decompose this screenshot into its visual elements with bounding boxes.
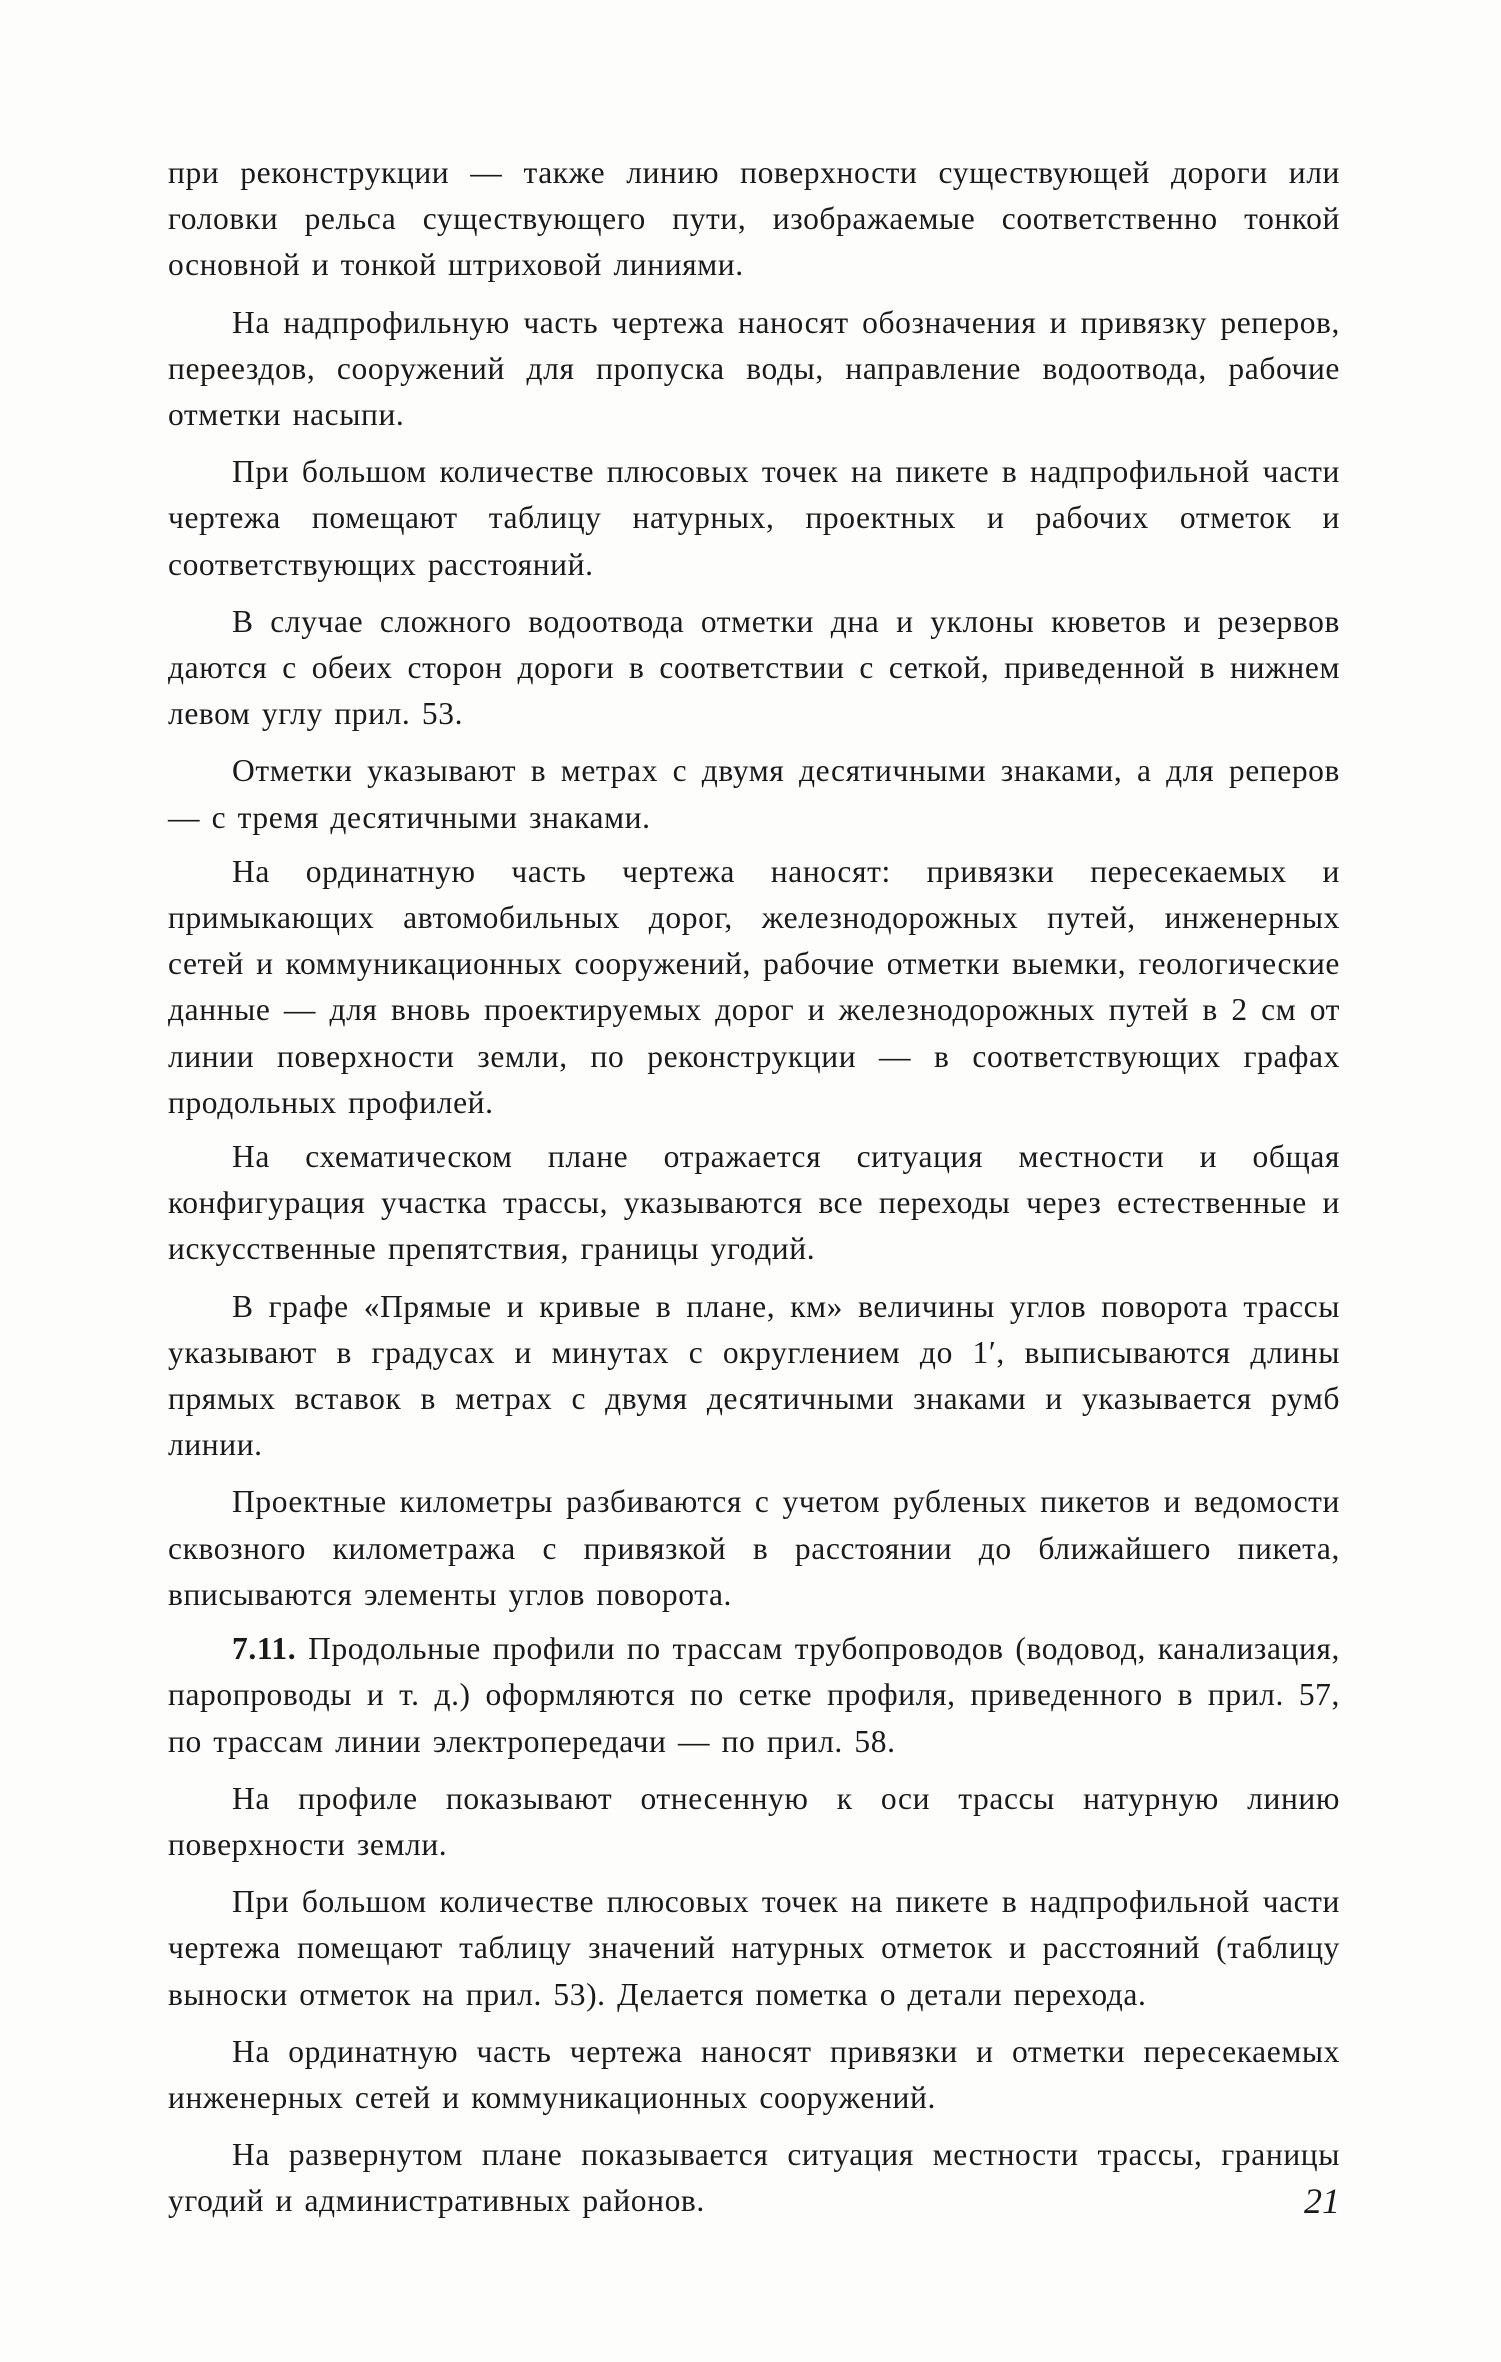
body-text: [168, 150, 1340, 2236]
paragraph-10-section-7-11: 7.11. Продольные профили по трассам трубопроводов (водовод, канализация, паропроводы и т. д.) оформляются по сетке профиля, приведенного в прил. 57, по трассам линии электропередачи — по прил. 58.: [168, 1631, 1340, 1759]
paragraph-13: На ординатную часть чертежа наносят привязки и отметки пересекаемых инженерных сетей и коммуникационных сооружений.: [168, 2033, 1340, 2115]
paragraph-14: На развернутом плане показывается ситуация местности трассы, границы угодий и административных районов.: [168, 2137, 1340, 2219]
paragraph-1: при реконструкции — также линию поверхности существующей дороги или головки рельса существующего пути, изображаемые соответственно тонкой основной и тонкой штриховой линиями.: [168, 155, 1340, 283]
paragraph-2: На надпрофильную часть чертежа наносят обозначения и привязку реперов, переездов, сооружений для пропуска воды, направление водоотвода, рабочие отметки насыпи.: [168, 304, 1340, 433]
paragraph-3: При большом количестве плюсовых точек на пикете в надпрофильной части чертежа помещают таблицу натурных, проектных и рабочих отметок и соответствующих расстояний.: [168, 454, 1340, 582]
page-number: 21: [1304, 2181, 1340, 2221]
paragraph-7: На схематическом плане отражается ситуация местности и общая конфигурация участка трассы, указываются все переходы через естественные и искусственные препятствия, границы угодий.: [168, 1139, 1340, 1267]
section-number: 7.11.: [232, 1631, 297, 1667]
paragraph-12: При большом количестве плюсовых точек на пикете в надпрофильной части чертежа помещают таблицу значений натурных отметок и расстояний (таблицу выноски отметок на прил. 53). Делается пометка о детали перехода.: [168, 1884, 1340, 2012]
paragraph-11: На профиле показывают отнесенную к оси трассы натурную линию поверхности земли.: [168, 1780, 1340, 1862]
paragraph-4: В случае сложного водоотвода отметки дна и уклоны кюветов и резервов даются с обеих сторон дороги в соответствии с сеткой, приведенной в нижнем левом углу прил. 53.: [168, 603, 1340, 732]
paragraph-9: Проектные километры разбиваются с учетом рубленых пикетов и ведомости сквозного километража с привязкой в расстоянии до ближайшего пикета, вписываются элементы углов поворота.: [168, 1484, 1340, 1612]
paragraph-6: На ординатную часть чертежа наносят: привязки пересекаемых и примыкающих автомобильных дорог, железнодорожных путей, инженерных сетей и коммуникационных сооружений, рабочие отметки выемки, геологические данные — для вновь проектируемых дорог и железнодорожных путей в 2 см от линии поверхности земли, по реконструкции — в соответствующих графах продольных профилей.: [168, 853, 1340, 1120]
paragraph-5: Отметки указывают в метрах с двумя десятичными знаками, а для реперов — с тремя десятичными знаками.: [168, 753, 1340, 835]
paragraph-8: В графе «Прямые и кривые в плане, км» величины углов поворота трассы указывают в градусах и минутах с округлением до 1′, выписываются длины прямых вставок в метрах с двумя десятичными знаками и указывается румб линии.: [168, 1288, 1340, 1463]
